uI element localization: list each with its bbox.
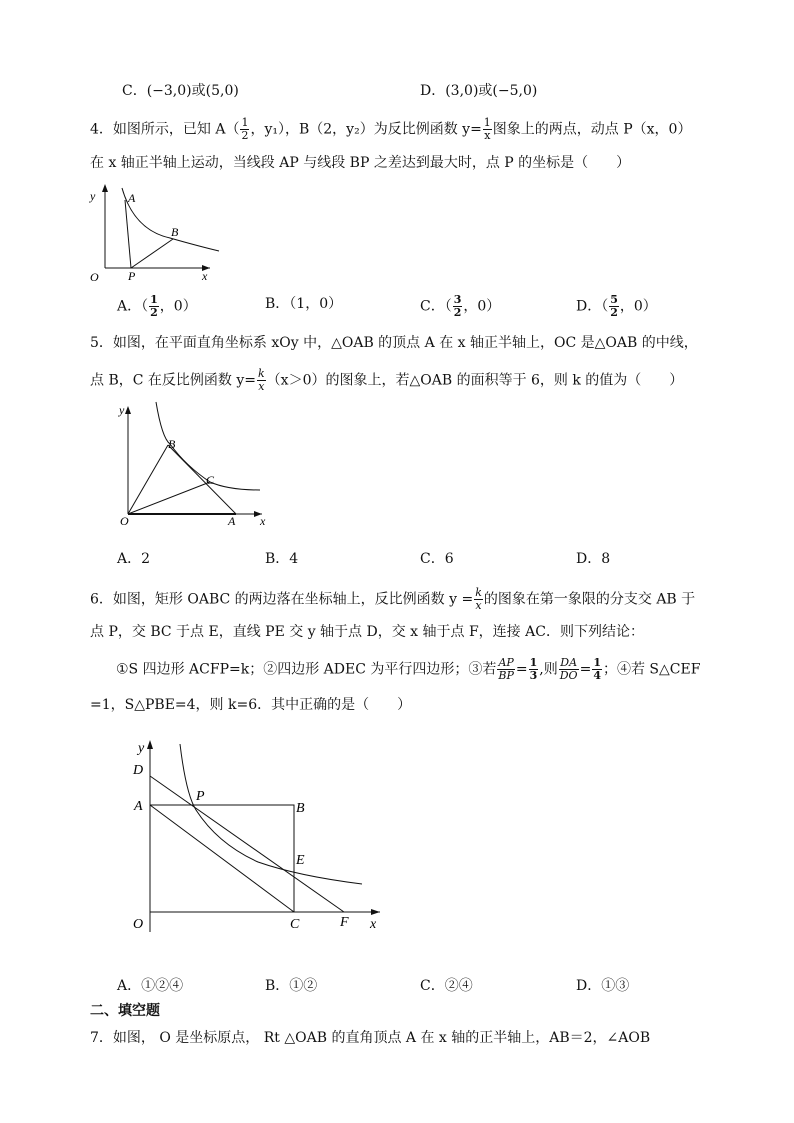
q5-figure	[110, 398, 280, 532]
label-b: B	[296, 801, 305, 816]
q3-option-c: C．(−3,0)或(5,0)	[122, 83, 239, 99]
segment-ba	[168, 445, 236, 514]
fraction: $\frac{1}{3}$	[529, 656, 538, 682]
label-b: B	[171, 225, 179, 239]
label-o: O	[120, 514, 129, 528]
segment-oc	[128, 482, 210, 514]
q4-stem-line2: 在 x 轴正半轴上运动，当线段 AP 与线段 BP 之差达到最大时，点 P 的坐标是（ ）	[90, 155, 631, 171]
fraction: $\frac{3}{2}$	[453, 293, 462, 319]
label-a: A	[134, 799, 143, 814]
label-d: D	[133, 763, 144, 778]
q5-option-b: B．4	[265, 551, 299, 567]
label-a: A	[228, 514, 236, 528]
label-o: O	[133, 917, 144, 932]
label-y: y	[90, 189, 96, 203]
segment-ob	[128, 445, 168, 514]
section-heading: 二、填空题	[90, 1003, 160, 1019]
q6-stem-line4: =1，S△PBE=4，则 k=6．其中正确的是（ ）	[90, 697, 412, 713]
segment-ac	[150, 805, 294, 912]
label-a: A	[128, 191, 136, 205]
y-axis-arrow	[147, 740, 153, 749]
q6-option-b: B．①②	[265, 978, 318, 994]
q4-figure	[88, 180, 228, 286]
q6-option-d: D．①③	[576, 978, 630, 994]
q6-stem-line3: ①S 四边形 ACFP=k；②四边形 ADEC 为平行四边形；③若 $\frac{AP}{BP}$ = $\frac{1}{3}$ ,则 $\frac{DA}{DO}$ = $\frac{1}{4}$ ；④若 S△CEF	[116, 656, 701, 682]
q4-option-d: D．（ $\frac{5}{2}$ ，0）	[576, 293, 657, 319]
label-p: P	[128, 269, 136, 283]
label-o: O	[90, 270, 99, 284]
fraction: $\frac{5}{2}$	[610, 293, 618, 319]
hyperbola-curve	[180, 744, 362, 884]
label-f: F	[340, 915, 349, 930]
q5-option-d: D．8	[576, 551, 611, 567]
fraction: $\frac{k}{x}$	[475, 586, 482, 612]
label-c: C	[290, 917, 300, 932]
segment-ap	[125, 200, 131, 268]
fraction: $\frac{1}{2}$	[241, 116, 249, 142]
q4-option-a: A．（ $\frac{1}{2}$ ，0）	[117, 293, 197, 319]
q4-option-c: C．（ $\frac{3}{2}$ ，0）	[420, 293, 501, 319]
label-y: y	[138, 741, 145, 756]
q5-option-a: A．2	[117, 551, 151, 567]
hyperbola-curve	[122, 188, 219, 251]
label-x: x	[370, 917, 377, 932]
fraction: $\frac{DA}{DO}$	[559, 656, 578, 682]
x-axis-arrow	[371, 909, 380, 915]
q4-option-b: B．（1，0）	[265, 296, 343, 312]
fraction: $\frac{k}{x}$	[258, 367, 265, 393]
q7-stem-line1: 7．如图， O 是坐标原点， Rt △OAB 的直角顶点 A 在 x 轴的正半轴上，AB＝2，∠AOB	[90, 1030, 651, 1046]
q5-stem-line1: 5．如图，在平面直角坐标系 xOy 中，△OAB 的顶点 A 在 x 轴正半轴上，OC 是△OAB 的中线，	[90, 335, 698, 351]
label-x: x	[260, 514, 266, 528]
fraction: $\frac{1}{x}$	[483, 116, 491, 142]
q6-stem-line2: 点 P，交 BC 于点 E，直线 PE 交 y 轴于点 D，交 x 轴于点 F，连接 AC．则下列结论：	[90, 624, 644, 640]
label-x: x	[202, 269, 208, 283]
q6-option-a: A．①②④	[117, 978, 184, 994]
q4-stem-line1: 4．如图所示，已知 A（ $\frac{1}{2}$ ，y₁），B（2，y₂）为反比例函数 y= $\frac{1}{x}$ 图象上的两点，动点 P（x，0）	[90, 116, 692, 142]
q5-option-c: C．6	[420, 551, 454, 567]
y-axis-arrow	[102, 184, 108, 192]
q6-option-c: C．②④	[420, 978, 473, 994]
segment-bp	[131, 239, 173, 268]
label-c: C	[206, 473, 215, 487]
fraction: $\frac{1}{2}$	[150, 293, 158, 319]
q6-stem-line1: 6．如图，矩形 OABC 的两边落在坐标轴上，反比例函数 y = $\frac{k}{x}$ 的图象在第一象限的分支交 AB 于	[90, 586, 696, 612]
fraction: $\frac{AP}{BP}$	[498, 656, 514, 682]
y-axis-arrow	[125, 406, 131, 414]
label-p: P	[196, 789, 205, 804]
label-b: B	[168, 437, 176, 451]
label-y: y	[119, 403, 125, 417]
line-df	[150, 776, 344, 912]
q3-option-d: D．(3,0)或(−5,0)	[420, 83, 538, 99]
fraction: $\frac{1}{4}$	[593, 656, 601, 682]
label-e: E	[296, 853, 305, 868]
q6-figure	[128, 734, 388, 934]
q5-stem-line2: 点 B，C 在反比例函数 y= $\frac{k}{x}$ （x＞0）的图象上，若△OAB 的面积等于 6，则 k 的值为（ ）	[90, 367, 684, 393]
